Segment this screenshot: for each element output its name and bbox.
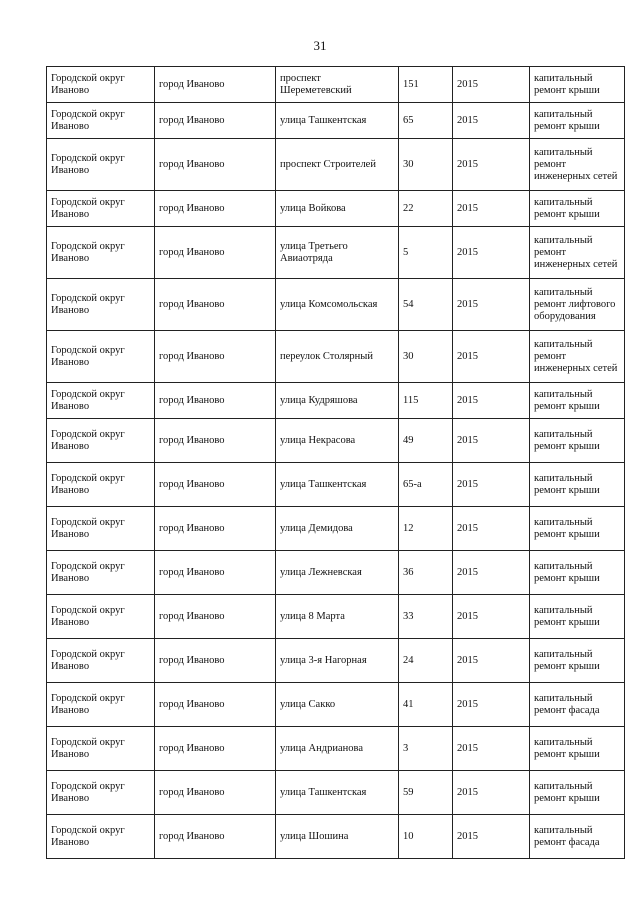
year-cell: 2015 [453, 683, 530, 727]
year-cell: 2015 [453, 191, 530, 227]
year-cell: 2015 [453, 139, 530, 191]
table-row [47, 815, 625, 859]
city-cell: город Иваново [155, 639, 276, 683]
year-cell: 2015 [453, 67, 530, 103]
work-type-cell: капитальный ремонт крыши [530, 191, 625, 227]
city-cell: город Иваново [155, 771, 276, 815]
work-type-cell: капитальный ремонт крыши [530, 67, 625, 103]
work-type-cell: капитальный ремонт лифтового оборудования [530, 279, 625, 331]
work-type-cell: капитальный ремонт фасада [530, 815, 625, 859]
table-row [47, 227, 625, 279]
house-number-cell: 65-а [399, 463, 453, 507]
work-type-cell: капитальный ремонт крыши [530, 639, 625, 683]
table-row [47, 191, 625, 227]
table-body [47, 67, 625, 859]
district-cell: Городской округ Иваново [47, 191, 155, 227]
year-cell: 2015 [453, 771, 530, 815]
work-type-cell: капитальный ремонт крыши [530, 463, 625, 507]
work-type-cell: капитальный ремонт крыши [530, 551, 625, 595]
street-cell: улица Некрасова [276, 419, 399, 463]
street-cell: улица Ташкентская [276, 463, 399, 507]
repair-register-table [46, 66, 625, 859]
city-cell: город Иваново [155, 103, 276, 139]
year-cell: 2015 [453, 595, 530, 639]
street-cell: переулок Столярный [276, 331, 399, 383]
district-cell: Городской округ Иваново [47, 279, 155, 331]
street-cell: улица Лежневская [276, 551, 399, 595]
city-cell: город Иваново [155, 551, 276, 595]
city-cell: город Иваново [155, 139, 276, 191]
year-cell: 2015 [453, 331, 530, 383]
year-cell: 2015 [453, 279, 530, 331]
year-cell: 2015 [453, 383, 530, 419]
street-cell: улица Кудряшова [276, 383, 399, 419]
house-number-cell: 115 [399, 383, 453, 419]
street-cell: улица Демидова [276, 507, 399, 551]
house-number-cell: 49 [399, 419, 453, 463]
table-row [47, 139, 625, 191]
house-number-cell: 12 [399, 507, 453, 551]
house-number-cell: 59 [399, 771, 453, 815]
city-cell: город Иваново [155, 815, 276, 859]
city-cell: город Иваново [155, 227, 276, 279]
district-cell: Городской округ Иваново [47, 103, 155, 139]
work-type-cell: капитальный ремонт инженерных сетей [530, 227, 625, 279]
year-cell: 2015 [453, 227, 530, 279]
street-cell: проспект Шереметевский [276, 67, 399, 103]
table-row [47, 331, 625, 383]
table-row [47, 419, 625, 463]
year-cell: 2015 [453, 727, 530, 771]
table-row [47, 595, 625, 639]
work-type-cell: капитальный ремонт крыши [530, 103, 625, 139]
house-number-cell: 3 [399, 727, 453, 771]
street-cell: улица Ташкентская [276, 771, 399, 815]
house-number-cell: 10 [399, 815, 453, 859]
year-cell: 2015 [453, 815, 530, 859]
house-number-cell: 65 [399, 103, 453, 139]
work-type-cell: капитальный ремонт крыши [530, 507, 625, 551]
district-cell: Городской округ Иваново [47, 815, 155, 859]
house-number-cell: 41 [399, 683, 453, 727]
city-cell: город Иваново [155, 279, 276, 331]
house-number-cell: 5 [399, 227, 453, 279]
city-cell: город Иваново [155, 419, 276, 463]
district-cell: Городской округ Иваново [47, 683, 155, 727]
table-row [47, 771, 625, 815]
city-cell: город Иваново [155, 463, 276, 507]
city-cell: город Иваново [155, 727, 276, 771]
house-number-cell: 151 [399, 67, 453, 103]
street-cell: улица Сакко [276, 683, 399, 727]
street-cell: улица Войкова [276, 191, 399, 227]
table-row [47, 279, 625, 331]
district-cell: Городской округ Иваново [47, 139, 155, 191]
house-number-cell: 33 [399, 595, 453, 639]
house-number-cell: 30 [399, 139, 453, 191]
work-type-cell: капитальный ремонт инженерных сетей [530, 331, 625, 383]
street-cell: проспект Строителей [276, 139, 399, 191]
district-cell: Городской округ Иваново [47, 595, 155, 639]
year-cell: 2015 [453, 551, 530, 595]
city-cell: город Иваново [155, 67, 276, 103]
table-row [47, 67, 625, 103]
district-cell: Городской округ Иваново [47, 463, 155, 507]
district-cell: Городской округ Иваново [47, 771, 155, 815]
work-type-cell: капитальный ремонт крыши [530, 383, 625, 419]
district-cell: Городской округ Иваново [47, 507, 155, 551]
district-cell: Городской округ Иваново [47, 67, 155, 103]
district-cell: Городской округ Иваново [47, 727, 155, 771]
work-type-cell: капитальный ремонт инженерных сетей [530, 139, 625, 191]
year-cell: 2015 [453, 103, 530, 139]
year-cell: 2015 [453, 507, 530, 551]
city-cell: город Иваново [155, 331, 276, 383]
table-row [47, 727, 625, 771]
work-type-cell: капитальный ремонт крыши [530, 595, 625, 639]
house-number-cell: 24 [399, 639, 453, 683]
table-row [47, 507, 625, 551]
year-cell: 2015 [453, 463, 530, 507]
year-cell: 2015 [453, 639, 530, 683]
house-number-cell: 36 [399, 551, 453, 595]
year-cell: 2015 [453, 419, 530, 463]
street-cell: улица 3-я Нагорная [276, 639, 399, 683]
house-number-cell: 30 [399, 331, 453, 383]
work-type-cell: капитальный ремонт крыши [530, 419, 625, 463]
house-number-cell: 54 [399, 279, 453, 331]
house-number-cell: 22 [399, 191, 453, 227]
district-cell: Городской округ Иваново [47, 331, 155, 383]
city-cell: город Иваново [155, 383, 276, 419]
district-cell: Городской округ Иваново [47, 419, 155, 463]
table-row [47, 639, 625, 683]
district-cell: Городской округ Иваново [47, 227, 155, 279]
city-cell: город Иваново [155, 683, 276, 727]
table-row [47, 463, 625, 507]
street-cell: улица Андрианова [276, 727, 399, 771]
city-cell: город Иваново [155, 595, 276, 639]
table-row [47, 383, 625, 419]
district-cell: Городской округ Иваново [47, 639, 155, 683]
work-type-cell: капитальный ремонт крыши [530, 771, 625, 815]
table-row [47, 103, 625, 139]
street-cell: улица Третьего Авиаотряда [276, 227, 399, 279]
work-type-cell: капитальный ремонт крыши [530, 727, 625, 771]
street-cell: улица Комсомольская [276, 279, 399, 331]
table-row [47, 683, 625, 727]
city-cell: город Иваново [155, 507, 276, 551]
city-cell: город Иваново [155, 191, 276, 227]
page-number: 31 [313, 38, 327, 53]
street-cell: улица Шошина [276, 815, 399, 859]
district-cell: Городской округ Иваново [47, 551, 155, 595]
street-cell: улица Ташкентская [276, 103, 399, 139]
district-cell: Городской округ Иваново [47, 383, 155, 419]
work-type-cell: капитальный ремонт фасада [530, 683, 625, 727]
table-row [47, 551, 625, 595]
street-cell: улица 8 Марта [276, 595, 399, 639]
